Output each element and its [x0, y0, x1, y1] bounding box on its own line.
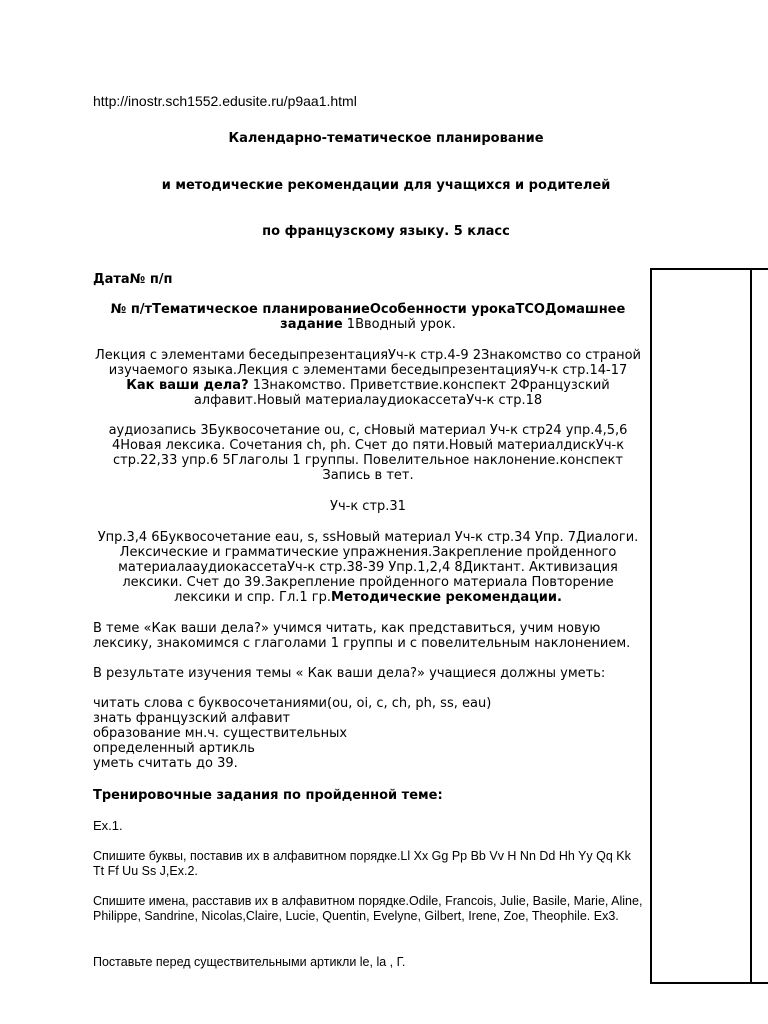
paragraph-learning-outcomes: В результате изучения темы « Как ваши дела?» учащиеся должны уметь:: [93, 666, 606, 681]
lesson-block-1: [93, 348, 643, 408]
list-item: определенный артикль: [93, 741, 255, 756]
document-subject: по французскому языку. 5 класс: [262, 224, 510, 239]
table-header-rest: 1Вводный урок.: [342, 317, 456, 332]
exercise-1-label: Ex.1.: [93, 818, 123, 833]
methodical-recommendations-heading: Методические рекомендации.: [331, 590, 562, 605]
list-item: знать французский алфавит: [93, 711, 291, 726]
lesson-block-1-part1: Лекция с элементами беседыпрезентацияУч-к стр.4-9 2Знакомство со страной изучаемого языка.Лекция с элементами беседыпрезентацияУч-к стр.14-17: [94, 348, 642, 378]
lesson-block-4: [93, 530, 643, 605]
lesson-block-1-part2: 1Знакомство. Приветствие.конспект 2Французский алфавит.Новый материалаудиокассетаУч-к стр.18: [193, 378, 610, 408]
lesson-block-2: аудиозапись 3Буквосочетание ou, c, cНовый материал Уч-к стр24 упр.4,5,6 4Новая лексика. Сочетания ch, ph. Счет до пяти.Новый материалдискУч-к стр.22,33 упр.6 5Глаголы 1 группы. Повелительное наклонение.конспект Запись в тет.: [108, 423, 628, 483]
paragraph-topic-intro: В теме «Как ваши дела?» учимся читать, как представиться, учим новую лексику, знакомимся с глаголами 1 группы и с повелительным наклонением.: [93, 621, 631, 651]
document-subtitle: и методические рекомендации для учащихся и родителей: [161, 178, 611, 193]
list-item: читать слова с буквосочетаниями(ou, oi, c, ch, ph, ss, eau): [93, 696, 492, 711]
source-url: http://inostr.sch1552.edusite.ru/p9aa1.html: [93, 93, 357, 109]
document-title: Календарно-тематическое планирование: [228, 131, 544, 146]
table-header-bold: № п/тТематическое планированиеОсобенности урокаТСОДомашнее задание: [110, 302, 626, 332]
lesson-block-4-text: Упр.3,4 6Буквосочетание eau, s, ssНовый материал Уч-к стр.34 Упр. 7Диалоги. Лексические и грамматические упражнения.Закрепление пройденного материалааудиокассетаУч-к стр.38-39 Упр.1,2,4 8Диктант. Активизация лексики. Счет до 39.Закрепление пройденного материала Повторение лексики и спр. Гл.1 гр.: [97, 530, 639, 605]
exercise-2-text: Спишите имена, расставив их в алфавитном порядке.Odile, Francois, Julie, Basile, Marie, Aline, Philippe, Sandrine, Nicolas,Claire, Lucie, Quentin, Evelyne, Gilbert, Irene, Zoe, Theophile. Ex3.: [93, 894, 643, 923]
training-heading: Тренировочные задания по пройденной теме:: [93, 788, 443, 803]
exercise-1-text: Спишите буквы, поставив их в алфавитном порядке.Ll Xx Gg Pp Bb Vv H Nn Dd Hh Yy Qq Kk Tt Ff Uu Ss J,Ex.2.: [93, 849, 631, 878]
table-column-divider: [750, 268, 752, 984]
table-header: [93, 302, 643, 332]
lesson-block-3: Уч-к стр.31: [330, 499, 406, 514]
date-label: Дата№ п/п: [93, 272, 173, 287]
exercise-3-text: Поставьте перед существительными артикли le, la , Г.: [93, 955, 406, 969]
skills-list: [93, 696, 643, 771]
list-item: образование мн.ч. существительных: [93, 726, 348, 741]
lesson-block-1-topic: Как ваши дела?: [126, 378, 249, 393]
list-item: уметь считать до 39.: [93, 756, 238, 771]
